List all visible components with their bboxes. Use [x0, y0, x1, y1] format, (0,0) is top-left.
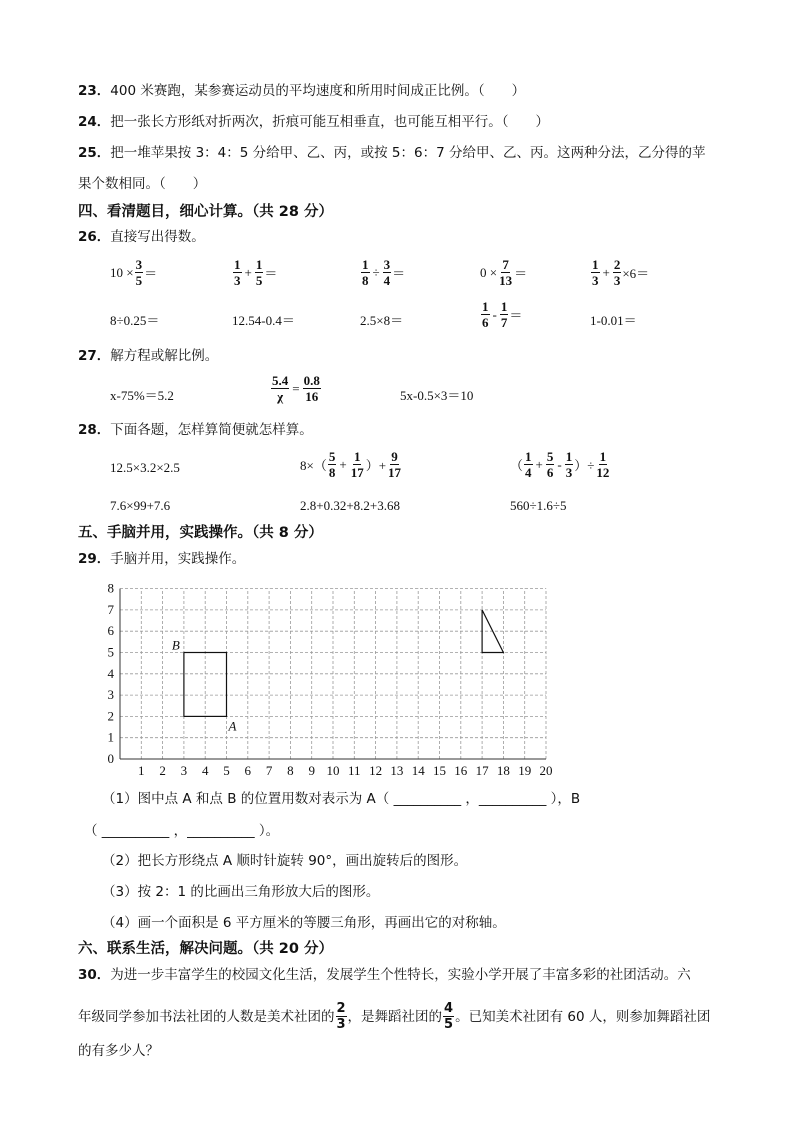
- fraction: [361, 258, 370, 287]
- fraction: [591, 258, 600, 287]
- x-tick-label: 14: [411, 763, 425, 778]
- numerator: 1: [362, 257, 369, 272]
- q29-part2: （2）把长方形绕点 A 顺时针旋转 90°，画出旋转后的图形。: [102, 853, 468, 869]
- numerator: 1: [599, 449, 607, 464]
- question-27: [78, 347, 218, 365]
- question-text: 下面各题，怎样算简便就怎样算。: [110, 422, 313, 438]
- q29-part3: （3）按 2：1 的比画出三角形放大后的图形。: [102, 884, 380, 900]
- denominator: 3: [613, 273, 621, 288]
- question-25-line2: 果个数相同。（ ）: [78, 176, 207, 192]
- x-tick-label: 9: [308, 763, 315, 778]
- calc-r1c3: [360, 258, 405, 287]
- calc-r1c2: [232, 258, 277, 287]
- x-tick-label: 2: [159, 763, 166, 778]
- denominator: 8: [328, 465, 336, 480]
- operator: +: [244, 264, 252, 280]
- question-text-line1: 为进一步丰富学生的校园文化生活，发展学生个性特长，实验小学开展了丰富多彩的社团活动。六: [110, 967, 691, 983]
- point-b-label: B: [171, 637, 180, 653]
- q29-part4: （4）画一个面积是 6 平方厘米的等腰三角形，再画出它的对称轴。: [102, 915, 506, 931]
- question-23: [78, 82, 525, 100]
- simplify-2: [300, 450, 403, 479]
- y-tick-label: 0: [107, 751, 114, 766]
- q29-part1-line1: （1）图中点 A 和点 B 的位置用数对表示为 A（ __________ ，__________ ），B: [102, 791, 581, 807]
- simplify-3: [510, 450, 611, 479]
- numerator: 1: [255, 257, 263, 272]
- numerator: 7: [502, 257, 509, 272]
- operator: -: [557, 456, 562, 472]
- question-28: [78, 421, 313, 439]
- numerator: 2: [336, 1001, 346, 1016]
- numerator: 5: [328, 449, 336, 464]
- denominator: 3: [234, 273, 241, 288]
- equation-2: [270, 374, 322, 403]
- numerator: 1: [525, 449, 532, 464]
- operator: +: [339, 456, 347, 472]
- fraction: [383, 258, 392, 287]
- denominator: χ: [277, 389, 284, 404]
- calc-suffix: ＝: [144, 266, 158, 281]
- question-number: 24．: [78, 114, 111, 130]
- operator: =: [292, 380, 300, 396]
- question-25: [78, 144, 706, 162]
- fraction: [498, 258, 513, 287]
- numerator: 5: [546, 449, 554, 464]
- question-number: 23．: [78, 83, 111, 99]
- x-tick-label: 13: [390, 763, 404, 778]
- x-tick-label: 4: [201, 763, 209, 778]
- fraction: [328, 450, 337, 479]
- calc-prefix: 10 ×: [110, 264, 134, 280]
- denominator: 17: [388, 465, 402, 480]
- question-number: 28．: [78, 422, 111, 438]
- calc-suffix: ＝: [514, 266, 528, 281]
- question-30-line2: [78, 1002, 710, 1031]
- x-tick-label: 19: [518, 763, 532, 778]
- fraction: [613, 258, 622, 287]
- question-30: [78, 966, 691, 984]
- operator: +: [535, 456, 543, 472]
- fraction: [336, 1002, 347, 1031]
- fraction: [271, 374, 289, 403]
- numerator: 2: [613, 257, 621, 272]
- question-24: [78, 113, 549, 131]
- operator: +: [602, 264, 610, 280]
- question-text: 直接写出得数。: [110, 229, 205, 245]
- fraction: [303, 374, 321, 403]
- denominator: 8: [362, 273, 369, 288]
- denominator: 3: [565, 465, 573, 480]
- expr-middle: ）÷: [574, 458, 595, 473]
- denominator: 3: [592, 273, 599, 288]
- x-tick-label: 20: [539, 763, 553, 778]
- denominator: 4: [525, 465, 532, 480]
- coordinate-grid: [0, 575, 794, 795]
- expr-prefix: （: [510, 458, 524, 473]
- x-tick-label: 8: [287, 763, 294, 778]
- question-text: 手脑并用，实践操作。: [110, 551, 246, 567]
- numerator: 1: [353, 449, 361, 464]
- x-tick-label: 1: [138, 763, 145, 778]
- y-tick-label: 8: [107, 580, 114, 596]
- numerator: 9: [391, 449, 398, 464]
- numerator: 0.8: [303, 373, 320, 388]
- calc-r2c1: 8÷0.25＝: [110, 313, 160, 328]
- calc-suffix: ＝: [509, 308, 523, 323]
- expr-middle: ）+: [365, 458, 387, 473]
- operator: -: [492, 306, 497, 322]
- calc-r2c2: 12.54-0.4＝: [232, 313, 295, 328]
- y-tick-label: 6: [107, 623, 114, 639]
- calc-suffix: ＝: [264, 266, 278, 281]
- fraction: [481, 300, 490, 329]
- fraction: [135, 258, 144, 287]
- x-tick-label: 6: [244, 763, 252, 778]
- numerator: 4: [444, 1001, 454, 1016]
- fraction: [546, 450, 555, 479]
- y-tick-label: 5: [107, 644, 114, 660]
- denominator: 7: [500, 315, 508, 330]
- calc-r1c1: [110, 258, 157, 287]
- fraction: [500, 300, 509, 329]
- calc-suffix: ×6＝: [622, 266, 650, 281]
- numerator: 1: [500, 299, 508, 314]
- q29-part1-line2: （ __________ ，__________ ）。: [84, 823, 280, 839]
- denominator: 5: [135, 273, 143, 288]
- fraction: [524, 450, 533, 479]
- y-tick-label: 2: [107, 708, 114, 724]
- section-4-heading: 四、看清题目，细心计算。（共 28 分）: [78, 204, 334, 220]
- fraction: [565, 450, 574, 479]
- x-tick-label: 16: [454, 763, 468, 778]
- question-number: 29．: [78, 551, 111, 567]
- calc-r1c4: [480, 258, 527, 287]
- simplify-1: 12.5×3.2×2.5: [110, 460, 180, 475]
- denominator: 17: [350, 465, 364, 480]
- denominator: 16: [305, 389, 319, 404]
- denominator: 3: [336, 1017, 346, 1032]
- denominator: 5: [444, 1017, 454, 1032]
- numerator: 1: [234, 257, 241, 272]
- fraction: [350, 450, 365, 479]
- fraction: [443, 1002, 454, 1031]
- text-segment: 年级同学参加书法社团的人数是美术社团的: [78, 1008, 335, 1025]
- numerator: 3: [135, 257, 143, 272]
- x-tick-label: 17: [475, 763, 489, 778]
- fraction: [233, 258, 242, 287]
- denominator: 12: [596, 465, 610, 480]
- text-segment: 。已知美术社团有 60 人，则参加舞蹈社团: [455, 1008, 711, 1025]
- calc-suffix: ＝: [392, 266, 406, 281]
- fraction: [387, 450, 402, 479]
- calc-r2c3: 2.5×8＝: [360, 313, 404, 328]
- fraction: [595, 450, 610, 479]
- calc-r2c4: [480, 300, 522, 329]
- calc-r1c5: [590, 258, 649, 287]
- denominator: 4: [383, 273, 391, 288]
- question-29: [78, 550, 245, 568]
- question-text: 把一堆苹果按 3：4：5 分给甲、乙、丙，或按 5：6：7 分给甲、乙、丙。这两种分法，乙分得的苹: [110, 145, 706, 161]
- x-tick-label: 18: [496, 763, 510, 778]
- question-number: 26．: [78, 229, 111, 245]
- x-tick-label: 7: [265, 763, 273, 778]
- question-number: 30．: [78, 967, 111, 983]
- numerator: 5.4: [272, 373, 289, 388]
- equation-1: x-75%＝5.2: [110, 388, 174, 403]
- denominator: 6: [482, 315, 489, 330]
- x-tick-label: 11: [348, 763, 361, 778]
- question-30-line3: 的有多少人？: [78, 1043, 159, 1059]
- fraction: [255, 258, 264, 287]
- equation-3: 5x-0.5×3＝10: [400, 388, 474, 403]
- y-tick-label: 7: [107, 601, 114, 617]
- numerator: 1: [592, 257, 599, 272]
- denominator: 5: [255, 273, 263, 288]
- operator: ÷: [372, 264, 380, 280]
- y-tick-label: 3: [107, 687, 114, 703]
- numerator: 1: [482, 299, 489, 314]
- x-tick-label: 12: [369, 763, 383, 778]
- calc-prefix: 0 ×: [480, 264, 498, 280]
- x-tick-labels: [138, 763, 552, 778]
- calc-r2c5: 1-0.01＝: [590, 313, 637, 328]
- x-tick-label: 15: [433, 763, 446, 778]
- y-tick-labels: [108, 581, 115, 766]
- text-segment: ，是舞蹈社团的: [347, 1008, 443, 1025]
- x-tick-label: 10: [326, 763, 340, 778]
- question-number: 27．: [78, 348, 111, 364]
- x-tick-label: 5: [223, 763, 230, 778]
- simplify-6: 560÷1.6÷5: [510, 498, 567, 513]
- section-6-heading: 六、联系生活，解决问题。（共 20 分）: [78, 941, 334, 957]
- denominator: 6: [546, 465, 554, 480]
- section-5-heading: 五、手脑并用，实践操作。（共 8 分）: [78, 525, 323, 541]
- y-tick-label: 4: [107, 665, 114, 681]
- numerator: 1: [565, 449, 573, 464]
- question-26: [78, 228, 205, 246]
- grid-shapes: [172, 610, 504, 734]
- y-tick-label: 1: [107, 729, 114, 745]
- simplify-5: 2.8+0.32+8.2+3.68: [300, 498, 400, 513]
- x-tick-label: 3: [180, 763, 188, 778]
- question-number: 25．: [78, 145, 111, 161]
- denominator: 13: [499, 273, 513, 288]
- numerator: 3: [383, 257, 391, 272]
- expr-prefix: 8×（: [300, 458, 327, 473]
- point-a-label: A: [228, 718, 237, 734]
- question-text: 把一张长方形纸对折两次，折痕可能互相垂直，也可能互相平行。（ ）: [110, 114, 550, 130]
- question-text: 解方程或解比例。: [110, 348, 219, 364]
- question-text: 400 米赛跑，某参赛运动员的平均速度和所用时间成正比例。（ ）: [110, 83, 526, 99]
- simplify-4: 7.6×99+7.6: [110, 498, 171, 513]
